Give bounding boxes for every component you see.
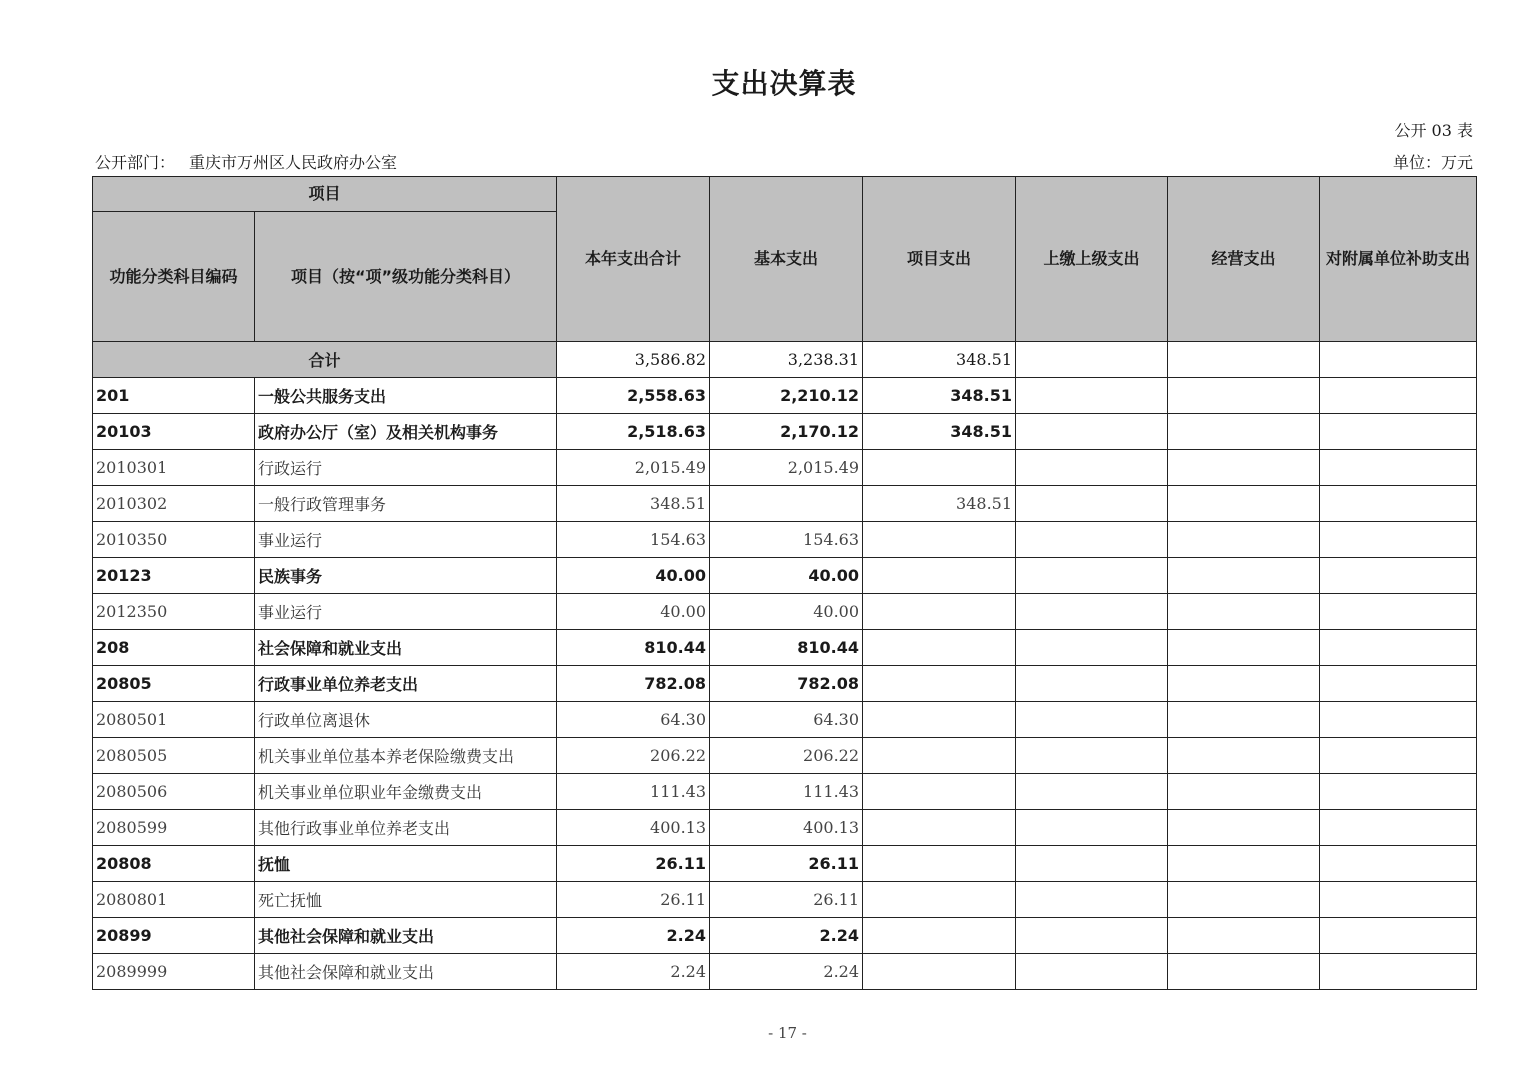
cell-superior xyxy=(1016,738,1168,774)
cell-superior xyxy=(1016,846,1168,882)
cell-total: 154.63 xyxy=(557,522,710,558)
cell-subsidy xyxy=(1320,774,1477,810)
cell-superior xyxy=(1016,666,1168,702)
header-basic: 基本支出 xyxy=(710,177,863,342)
cell-total: 400.13 xyxy=(557,810,710,846)
cell-superior xyxy=(1016,918,1168,954)
cell-subsidy xyxy=(1320,666,1477,702)
cell-subsidy xyxy=(1320,630,1477,666)
cell-name: 机关事业单位基本养老保险缴费支出 xyxy=(255,738,557,774)
header-code: 功能分类科目编码 xyxy=(93,212,255,342)
cell-basic: 2.24 xyxy=(710,918,863,954)
cell-code: 20103 xyxy=(93,414,255,450)
cell-code: 20808 xyxy=(93,846,255,882)
cell-business xyxy=(1168,918,1320,954)
cell-name: 民族事务 xyxy=(255,558,557,594)
cell-subsidy xyxy=(1320,378,1477,414)
cell-project: 348.51 xyxy=(863,486,1016,522)
cell-basic: 111.43 xyxy=(710,774,863,810)
cell-superior xyxy=(1016,702,1168,738)
cell-code: 20805 xyxy=(93,666,255,702)
table-row xyxy=(93,882,1477,918)
cell-code: 2080506 xyxy=(93,774,255,810)
cell-superior xyxy=(1016,630,1168,666)
cell-business xyxy=(1168,702,1320,738)
cell-basic: 40.00 xyxy=(710,594,863,630)
department-name: 重庆市万州区人民政府办公室 xyxy=(189,153,398,172)
cell-superior xyxy=(1016,558,1168,594)
cell-subsidy xyxy=(1320,846,1477,882)
cell-total: 2.24 xyxy=(557,954,710,990)
unit-label: 单位：万元 xyxy=(1392,153,1473,172)
cell-project xyxy=(863,702,1016,738)
cell-superior xyxy=(1016,774,1168,810)
cell-code: 2080505 xyxy=(93,738,255,774)
table-row xyxy=(93,414,1477,450)
cell-subsidy xyxy=(1320,882,1477,918)
cell-total: 782.08 xyxy=(557,666,710,702)
cell-total: 2,015.49 xyxy=(557,450,710,486)
cell-name: 行政事业单位养老支出 xyxy=(255,666,557,702)
cell-basic: 2,015.49 xyxy=(710,450,863,486)
cell-total: 111.43 xyxy=(557,774,710,810)
cell-name: 其他行政事业单位养老支出 xyxy=(255,810,557,846)
cell-basic: 64.30 xyxy=(710,702,863,738)
cell-superior xyxy=(1016,522,1168,558)
cell-basic: 40.00 xyxy=(710,558,863,594)
cell-name: 行政单位离退休 xyxy=(255,702,557,738)
cell-total: 26.11 xyxy=(557,846,710,882)
page-title: 支出决算表 xyxy=(711,67,857,100)
form-number: 公开 03 表 xyxy=(1394,121,1473,140)
cell-total: 64.30 xyxy=(557,702,710,738)
cell-code: 20123 xyxy=(93,558,255,594)
cell-business xyxy=(1168,630,1320,666)
cell-total: 26.11 xyxy=(557,882,710,918)
cell-project xyxy=(863,666,1016,702)
cell-business xyxy=(1168,522,1320,558)
cell-superior xyxy=(1016,594,1168,630)
cell-project xyxy=(863,558,1016,594)
cell-code: 2010350 xyxy=(93,522,255,558)
cell-total: 2.24 xyxy=(557,918,710,954)
total-cell-project: 348.51 xyxy=(863,342,1016,378)
cell-superior xyxy=(1016,486,1168,522)
cell-total: 348.51 xyxy=(557,486,710,522)
cell-name: 死亡抚恤 xyxy=(255,882,557,918)
table-row xyxy=(93,558,1477,594)
cell-project xyxy=(863,522,1016,558)
cell-code: 2080501 xyxy=(93,702,255,738)
department-label: 公开部门： xyxy=(95,153,176,172)
cell-subsidy xyxy=(1320,558,1477,594)
cell-code: 2080801 xyxy=(93,882,255,918)
cell-business xyxy=(1168,414,1320,450)
cell-basic xyxy=(710,486,863,522)
total-cell-business xyxy=(1168,342,1320,378)
cell-basic: 2,210.12 xyxy=(710,378,863,414)
cell-name: 事业运行 xyxy=(255,522,557,558)
total-cell-total: 3,586.82 xyxy=(557,342,710,378)
cell-project: 348.51 xyxy=(863,414,1016,450)
cell-name: 一般公共服务支出 xyxy=(255,378,557,414)
cell-name: 政府办公厅（室）及相关机构事务 xyxy=(255,414,557,450)
cell-name: 事业运行 xyxy=(255,594,557,630)
table-row xyxy=(93,486,1477,522)
cell-code: 2010301 xyxy=(93,450,255,486)
cell-project xyxy=(863,774,1016,810)
table-row xyxy=(93,378,1477,414)
cell-basic: 154.63 xyxy=(710,522,863,558)
table-row xyxy=(93,450,1477,486)
total-row xyxy=(93,342,1477,378)
header-name: 项目（按“项”级功能分类科目） xyxy=(255,212,557,342)
header-business: 经营支出 xyxy=(1168,177,1320,342)
header-subsidy: 对附属单位补助支出 xyxy=(1320,177,1477,342)
table-row xyxy=(93,522,1477,558)
cell-superior xyxy=(1016,954,1168,990)
table-row xyxy=(93,846,1477,882)
cell-basic: 810.44 xyxy=(710,630,863,666)
cell-name: 社会保障和就业支出 xyxy=(255,630,557,666)
cell-project: 348.51 xyxy=(863,378,1016,414)
cell-business xyxy=(1168,378,1320,414)
cell-subsidy xyxy=(1320,414,1477,450)
cell-basic: 2,170.12 xyxy=(710,414,863,450)
cell-superior xyxy=(1016,882,1168,918)
cell-total: 810.44 xyxy=(557,630,710,666)
cell-name: 行政运行 xyxy=(255,450,557,486)
cell-superior xyxy=(1016,414,1168,450)
cell-project xyxy=(863,810,1016,846)
cell-business xyxy=(1168,846,1320,882)
cell-code: 2010302 xyxy=(93,486,255,522)
table-row xyxy=(93,954,1477,990)
cell-total: 40.00 xyxy=(557,594,710,630)
cell-project xyxy=(863,594,1016,630)
cell-project xyxy=(863,846,1016,882)
cell-code: 20899 xyxy=(93,918,255,954)
header-row-group xyxy=(93,177,1477,212)
table-row xyxy=(93,630,1477,666)
cell-project xyxy=(863,918,1016,954)
total-cell-superior xyxy=(1016,342,1168,378)
cell-total: 2,558.63 xyxy=(557,378,710,414)
total-cell-basic: 3,238.31 xyxy=(710,342,863,378)
table-row xyxy=(93,810,1477,846)
cell-basic: 26.11 xyxy=(710,846,863,882)
cell-project xyxy=(863,630,1016,666)
cell-name: 机关事业单位职业年金缴费支出 xyxy=(255,774,557,810)
cell-code: 208 xyxy=(93,630,255,666)
total-label: 合计 xyxy=(93,342,557,378)
table-row xyxy=(93,594,1477,630)
cell-business xyxy=(1168,666,1320,702)
cell-business xyxy=(1168,558,1320,594)
cell-project xyxy=(863,954,1016,990)
cell-total: 206.22 xyxy=(557,738,710,774)
cell-business xyxy=(1168,738,1320,774)
cell-total: 2,518.63 xyxy=(557,414,710,450)
cell-basic: 206.22 xyxy=(710,738,863,774)
department-line xyxy=(95,150,397,173)
cell-name: 抚恤 xyxy=(255,846,557,882)
cell-business xyxy=(1168,774,1320,810)
cell-superior xyxy=(1016,810,1168,846)
cell-subsidy xyxy=(1320,954,1477,990)
cell-subsidy xyxy=(1320,450,1477,486)
table-row xyxy=(93,702,1477,738)
cell-code: 2089999 xyxy=(93,954,255,990)
cell-name: 其他社会保障和就业支出 xyxy=(255,918,557,954)
header-project: 项目支出 xyxy=(863,177,1016,342)
cell-superior xyxy=(1016,378,1168,414)
expenditure-table xyxy=(92,176,1477,990)
cell-name: 一般行政管理事务 xyxy=(255,486,557,522)
table-row xyxy=(93,666,1477,702)
page-number: - 17 - xyxy=(768,1024,807,1042)
cell-subsidy xyxy=(1320,522,1477,558)
cell-name: 其他社会保障和就业支出 xyxy=(255,954,557,990)
cell-subsidy xyxy=(1320,486,1477,522)
cell-business xyxy=(1168,954,1320,990)
cell-subsidy xyxy=(1320,594,1477,630)
cell-total: 40.00 xyxy=(557,558,710,594)
cell-basic: 400.13 xyxy=(710,810,863,846)
cell-subsidy xyxy=(1320,810,1477,846)
header-total: 本年支出合计 xyxy=(557,177,710,342)
cell-code: 2080599 xyxy=(93,810,255,846)
cell-code: 201 xyxy=(93,378,255,414)
header-group-item: 项目 xyxy=(93,177,557,212)
table-row xyxy=(93,918,1477,954)
cell-business xyxy=(1168,450,1320,486)
cell-business xyxy=(1168,810,1320,846)
table-row xyxy=(93,738,1477,774)
cell-project xyxy=(863,450,1016,486)
cell-subsidy xyxy=(1320,738,1477,774)
cell-business xyxy=(1168,882,1320,918)
cell-basic: 26.11 xyxy=(710,882,863,918)
cell-project xyxy=(863,738,1016,774)
cell-business xyxy=(1168,594,1320,630)
header-superior: 上缴上级支出 xyxy=(1016,177,1168,342)
cell-basic: 2.24 xyxy=(710,954,863,990)
cell-superior xyxy=(1016,450,1168,486)
table-row xyxy=(93,774,1477,810)
total-cell-subsidy xyxy=(1320,342,1477,378)
cell-subsidy xyxy=(1320,702,1477,738)
cell-subsidy xyxy=(1320,918,1477,954)
cell-project xyxy=(863,882,1016,918)
cell-code: 2012350 xyxy=(93,594,255,630)
cell-basic: 782.08 xyxy=(710,666,863,702)
cell-business xyxy=(1168,486,1320,522)
